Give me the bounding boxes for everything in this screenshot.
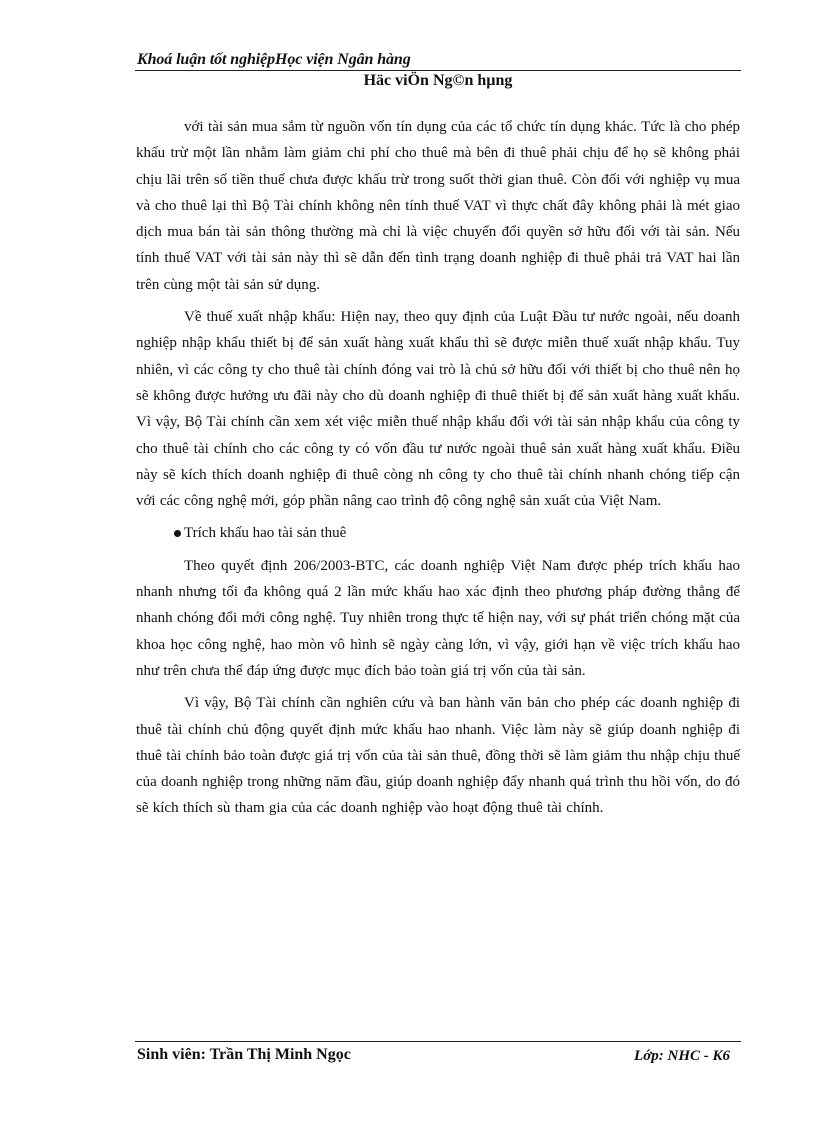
header-rule (135, 70, 741, 71)
document-body (136, 114, 740, 828)
page-header-title: Khoá luận tốt nghiệpHọc viện Ngân hàng (137, 51, 411, 68)
bullet-item (136, 520, 740, 546)
bullet-dot-icon (174, 530, 181, 537)
paragraph-import-tax: Về thuế xuất nhập khẩu: Hiện nay, theo quy định của Luật Đầu tư nước ngoài, nếu doanh nghiệp nhập khẩu thiết bị để sản xuất hàng xuất khẩu thì sẽ được miễn thuế xuất nhập khẩu. Tuy nhiên, vì các công ty cho thuê tài chính đóng vai trò là chủ sở hữu đối với thiết bị cho thuê nên họ sẽ không được hưởng ưu đãi này cho dù doanh nghiệp đi thuê thiết bị để sản xuất hàng xuất khẩu. Vì vậy, Bộ Tài chính cần xem xét việc miễn thuế nhập khẩu đối với tài sản nhập khẩu của công ty cho thuê tài chính cho các công ty có vốn đầu tư nước ngoài thuê sản xuất hàng xuất khẩu. Điều này sẽ kích thích doanh nghiệp đi thuê còng nh công ty cho thuê tài chính nhanh chóng tiếp cận với các công nghệ mới, góp phần nâng cao trình độ công nghệ sản xuất của Việt Nam. (136, 309, 740, 510)
page-header-subtitle: Häc viÖn Ng©n hµng (363, 72, 513, 89)
paragraph-recommendation: Vì vậy, Bộ Tài chính cần nghiên cứu và ban hành văn bản cho phép các doanh nghiệp đi thuê tài chính chủ động quyết định mức khấu hao nhanh. Việc làm này sẽ giúp doanh nghiệp đi thuê tài chính bảo toàn được giá trị vốn của tài sản thuê, đồng thời sẽ làm giảm thu nhập chịu thuế của doanh nghiệp trong những năm đầu, giúp doanh nghiệp đẩy nhanh quá trình thu hồi vốn, do đó sẽ kích thích sù tham gia của các doanh nghiệp vào hoạt động thuê tài chính. (136, 695, 740, 817)
footer-student-name: Sinh viên: Trần Thị Minh Ngọc (137, 1046, 351, 1063)
footer-class: Lớp: NHC - K6 (634, 1048, 730, 1064)
paragraph-vat: với tài sản mua sắm từ nguồn vốn tín dụng của các tổ chức tín dụng khác. Tức là cho phép khấu trừ một lần nhằm làm giảm chi phí cho thuê mà bên đi thuê phải chịu để họ sẽ không phải chịu lãi trên số tiền thuế chưa được khấu trừ trong suốt thời gian thuê. Còn đối với nghiệp vụ mua và cho thuê lại thì Bộ Tài chính không nên tính thuế VAT vì thực chất đây không phải là mét giao dịch mua bán tài sản thông thường mà chỉ là việc chuyển đổi quyền sở hữu đối với tài sản. Nếu tính thuế VAT với tài sản này thì sẽ dẫn đến tình trạng doanh nghiệp đi thuê phải trả VAT hai lần trên cùng một tài sản sử dụng. (136, 119, 740, 293)
bullet-text: Trích khấu hao tài sản thuê (184, 525, 347, 542)
footer-rule (135, 1041, 741, 1042)
paragraph-depreciation: Theo quyết định 206/2003-BTC, các doanh nghiệp Việt Nam được phép trích khấu hao nhanh nhưng tối đa không quá 2 lần mức khấu hao xác định theo phương pháp đường thẳng để nhanh chóng đổi mới công nghệ. Tuy nhiên trong thực tế hiện nay, với sự phát triển chóng mặt của khoa học công nghệ, hao mòn vô hình sẽ ngày càng lớn, vì vậy, giới hạn về việc trích khấu hao như trên chưa thể đáp ứng được mục đích bảo toàn giá trị vốn của tài sản. (136, 557, 740, 679)
